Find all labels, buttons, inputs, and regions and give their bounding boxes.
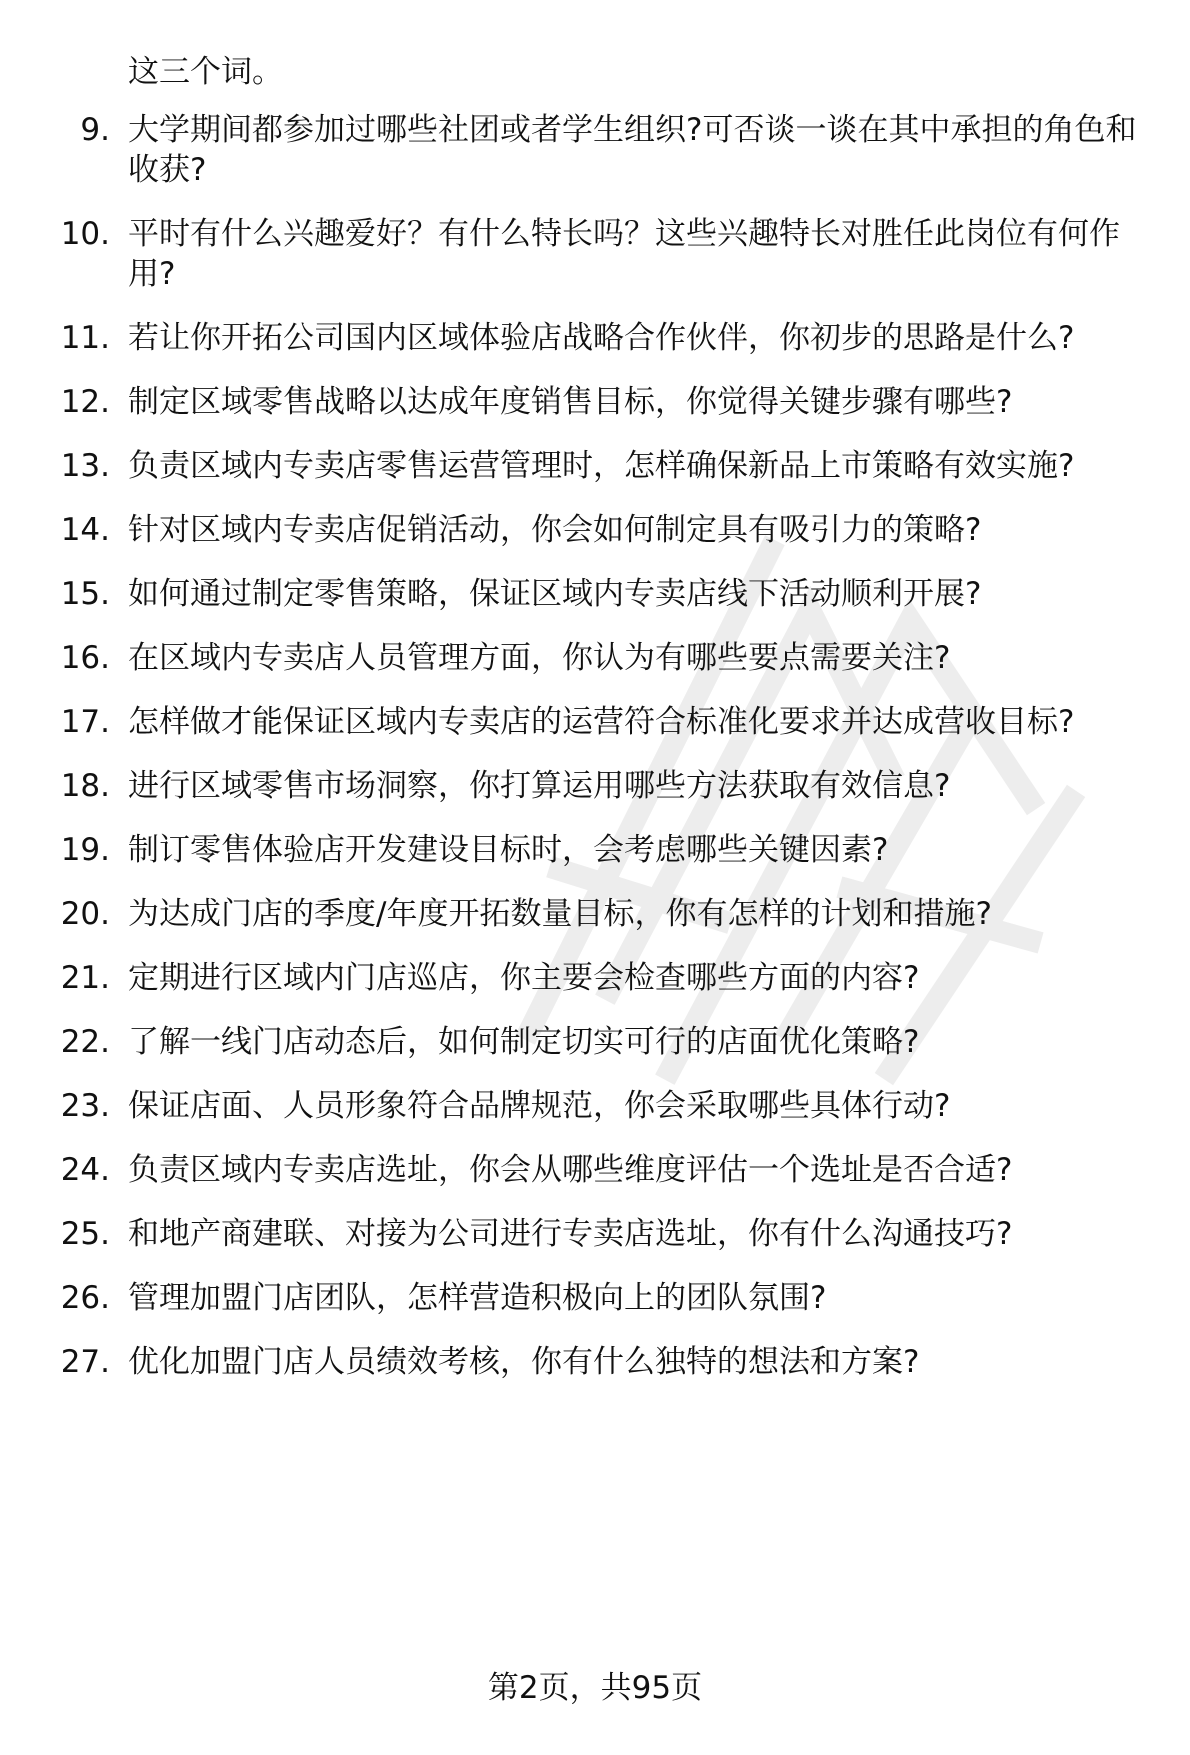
question-item xyxy=(0,110,1190,190)
question-item xyxy=(0,574,1190,614)
question-number: 25. xyxy=(60,1216,110,1252)
question-text: 平时有什么兴趣爱好？有什么特长吗？这些兴趣特长对胜任此岗位有何作用? xyxy=(128,216,1120,292)
question-item xyxy=(0,382,1190,422)
question-number: 27. xyxy=(60,1344,110,1380)
question-text: 负责区域内专卖店零售运营管理时，怎样确保新品上市策略有效实施? xyxy=(128,448,1075,484)
question-item xyxy=(0,702,1190,742)
question-item xyxy=(0,510,1190,550)
question-number: 24. xyxy=(60,1152,110,1188)
question-number: 12. xyxy=(60,384,110,420)
question-item xyxy=(0,830,1190,870)
question-number: 22. xyxy=(60,1024,110,1060)
question-number: 18. xyxy=(60,768,110,804)
question-number: 9. xyxy=(80,112,110,148)
question-number: 10. xyxy=(60,216,110,252)
question-number: 11. xyxy=(60,320,110,356)
continuation-text: 这三个词。 xyxy=(128,54,283,90)
question-item xyxy=(0,1278,1190,1318)
question-list xyxy=(0,110,1190,1406)
question-number: 26. xyxy=(60,1280,110,1316)
question-text: 制定区域零售战略以达成年度销售目标，你觉得关键步骤有哪些? xyxy=(128,384,1013,420)
question-item xyxy=(0,1342,1190,1382)
question-number: 14. xyxy=(60,512,110,548)
question-item xyxy=(0,958,1190,998)
question-number: 19. xyxy=(60,832,110,868)
question-item xyxy=(0,766,1190,806)
question-text: 在区域内专卖店人员管理方面，你认为有哪些要点需要关注? xyxy=(128,640,951,676)
question-number: 23. xyxy=(60,1088,110,1124)
question-item xyxy=(0,638,1190,678)
question-item xyxy=(0,446,1190,486)
question-text: 保证店面、人员形象符合品牌规范，你会采取哪些具体行动? xyxy=(128,1088,951,1124)
page-footer: 第2页，共95页 xyxy=(487,1670,703,1706)
question-text: 进行区域零售市场洞察，你打算运用哪些方法获取有效信息? xyxy=(128,768,951,804)
question-item xyxy=(0,318,1190,358)
question-item xyxy=(0,214,1190,294)
question-text: 为达成门店的季度/年度开拓数量目标，你有怎样的计划和措施? xyxy=(128,896,992,932)
question-number: 13. xyxy=(60,448,110,484)
question-item xyxy=(0,1214,1190,1254)
question-text: 如何通过制定零售策略，保证区域内专卖店线下活动顺利开展? xyxy=(128,576,982,612)
question-item xyxy=(0,1086,1190,1126)
question-text: 管理加盟门店团队，怎样营造积极向上的团队氛围? xyxy=(128,1280,827,1316)
question-number: 15. xyxy=(60,576,110,612)
question-text: 制订零售体验店开发建设目标时，会考虑哪些关键因素? xyxy=(128,832,889,868)
question-text: 优化加盟门店人员绩效考核，你有什么独特的想法和方案? xyxy=(128,1344,920,1380)
question-text: 若让你开拓公司国内区域体验店战略合作伙伴，你初步的思路是什么? xyxy=(128,320,1075,356)
question-item xyxy=(0,1022,1190,1062)
question-text: 针对区域内专卖店促销活动，你会如何制定具有吸引力的策略? xyxy=(128,512,982,548)
question-text: 和地产商建联、对接为公司进行专卖店选址，你有什么沟通技巧? xyxy=(128,1216,1013,1252)
question-item xyxy=(0,1150,1190,1190)
question-text: 负责区域内专卖店选址，你会从哪些维度评估一个选址是否合适? xyxy=(128,1152,1013,1188)
question-number: 21. xyxy=(60,960,110,996)
question-text: 定期进行区域内门店巡店，你主要会检查哪些方面的内容? xyxy=(128,960,920,996)
question-text: 怎样做才能保证区域内专卖店的运营符合标准化要求并达成营收目标? xyxy=(128,704,1075,740)
question-text: 了解一线门店动态后，如何制定切实可行的店面优化策略? xyxy=(128,1024,920,1060)
question-number: 16. xyxy=(60,640,110,676)
question-text: 大学期间都参加过哪些社团或者学生组织?可否谈一谈在其中承担的角色和收获? xyxy=(128,112,1137,188)
question-item xyxy=(0,894,1190,934)
question-number: 20. xyxy=(60,896,110,932)
question-number: 17. xyxy=(60,704,110,740)
